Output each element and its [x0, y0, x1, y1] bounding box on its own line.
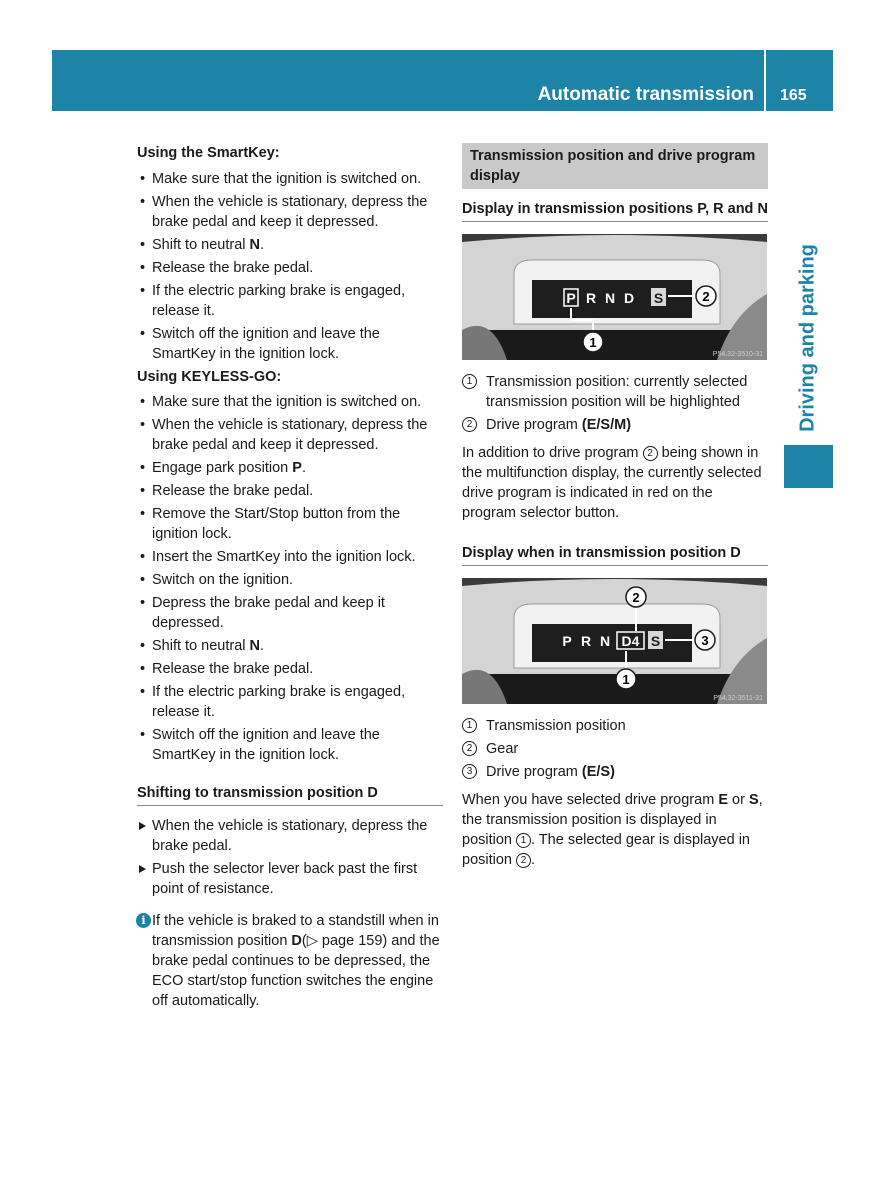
- right-column: [462, 143, 768, 874]
- legend-item: [462, 716, 768, 736]
- list-item: When the vehicle is stationary, depress the brake pedal.: [137, 816, 443, 856]
- gear-letter-n: N: [604, 290, 616, 306]
- smartkey-steps: [137, 169, 443, 364]
- legend-item: [462, 372, 768, 412]
- program-letter: S: [650, 633, 661, 649]
- legend-text: Drive program: [486, 417, 582, 433]
- callout-number: 2: [643, 446, 658, 461]
- callout-number: 1: [516, 833, 531, 848]
- gear-letter-n: N: [599, 633, 611, 649]
- figure-prnd-display: [462, 234, 767, 360]
- list-item: • When the vehicle is stationary, depress the brake pedal and keep it depressed.: [137, 192, 443, 232]
- program-letter: S: [653, 290, 664, 306]
- left-column: [137, 143, 443, 1011]
- list-item: • Release the brake pedal.: [137, 258, 443, 278]
- legend-text: Gear: [486, 741, 519, 757]
- legend-bold: (E/S): [581, 764, 615, 780]
- chapter-tab-marker: [784, 445, 833, 488]
- list-item: Push the selector lever back past the first point of resistance.: [137, 859, 443, 899]
- para-text: In addition to drive program: [462, 445, 643, 461]
- step-end: .: [260, 237, 265, 253]
- step-text: Engage park position: [152, 460, 293, 476]
- callout-2: 2: [632, 590, 640, 605]
- list-item: • If the electric parking brake is engaged, release it.: [137, 281, 443, 321]
- shifting-steps: [137, 816, 443, 899]
- header-divider: [764, 50, 766, 111]
- callout-number: 1: [462, 718, 477, 733]
- list-item: • Release the brake pedal.: [137, 659, 443, 679]
- list-item: • Release the brake pedal.: [137, 481, 443, 501]
- section1-title: Display in transmission positions P, R and N: [462, 199, 768, 222]
- list-item: • Depress the brake pedal and keep it depressed.: [137, 593, 443, 633]
- keyless-heading: Using KEYLESS-GO:: [137, 369, 282, 385]
- smartkey-heading: Using the SmartKey:: [137, 145, 280, 161]
- callout-number: 3: [462, 764, 477, 779]
- list-item: [137, 458, 443, 478]
- callout-1: 1: [589, 335, 597, 350]
- cluster-illustration-2: [462, 578, 767, 704]
- gear-letter-d: D: [623, 290, 635, 306]
- para-text: or: [727, 792, 749, 808]
- gear-letter-r: R: [580, 633, 592, 649]
- gear-letter-p: P: [562, 633, 572, 649]
- paragraph-1: [462, 443, 768, 523]
- list-item: [137, 235, 443, 255]
- gear-indicator: D4: [621, 633, 640, 649]
- callout-number: 2: [462, 417, 477, 432]
- figure-code: P54.32-3511-31: [713, 695, 763, 702]
- legend-item: [462, 739, 768, 759]
- neutral-letter: N: [249, 638, 261, 654]
- list-item: • Remove the Start/Stop button from the ignition lock.: [137, 504, 443, 544]
- paragraph-2: [462, 790, 768, 870]
- section2-title: Display when in transmission position D: [462, 543, 768, 566]
- para-text: When you have selected drive program: [462, 792, 719, 808]
- callout-number: 1: [462, 374, 477, 389]
- section-box-title: Transmission position and drive program display: [462, 143, 768, 189]
- para-text: , the transmission position is displayed in position: [462, 792, 763, 848]
- step-text: Shift to neutral: [152, 638, 250, 654]
- step-end: .: [260, 638, 265, 654]
- figure-d-display: [462, 578, 767, 704]
- callout-number: 2: [516, 853, 531, 868]
- para-text: . The selected gear is displayed in position: [462, 832, 750, 868]
- legend-text: Drive program: [486, 764, 582, 780]
- step-end: .: [301, 460, 306, 476]
- list-item: • If the electric parking brake is engaged, release it.: [137, 682, 443, 722]
- legend-bold: (E/S/M): [581, 417, 632, 433]
- park-letter: P: [292, 460, 302, 476]
- keyless-steps: [137, 392, 443, 765]
- neutral-letter: N: [249, 237, 261, 253]
- info-note: [137, 911, 443, 1011]
- program-e: E: [718, 792, 728, 808]
- info-text: If the vehicle is braked to a standstill when in transmission position: [152, 913, 439, 949]
- para-text: being shown in the multifunction display, the currently selected drive program is indicated in red on the program selector button.: [462, 445, 762, 521]
- figure-code: P54.32-3510-31: [712, 351, 763, 358]
- legend-item: [462, 415, 768, 435]
- gear-letter-r: R: [585, 290, 597, 306]
- list-item: • Switch off the ignition and leave the SmartKey in the ignition lock.: [137, 725, 443, 765]
- chapter-tab-label: Driving and parking: [796, 244, 819, 432]
- list-item: • Make sure that the ignition is switched on.: [137, 169, 443, 189]
- list-item: • Switch off the ignition and leave the SmartKey in the ignition lock.: [137, 324, 443, 364]
- callout-2: 2: [702, 289, 710, 304]
- legend-item: [462, 762, 768, 782]
- info-text-2: (▷ page 159) and the brake pedal continues to be depressed, the ECO start/stop function switches the engine off automatically.: [152, 933, 440, 1009]
- list-item: • Insert the SmartKey into the ignition lock.: [137, 547, 443, 567]
- page-title: Automatic transmission: [537, 84, 754, 105]
- list-item: • When the vehicle is stationary, depress the brake pedal and keep it depressed.: [137, 415, 443, 455]
- list-item: [137, 636, 443, 656]
- callout-3: 3: [701, 633, 709, 648]
- gear-letter-p: P: [566, 290, 576, 306]
- list-item: • Make sure that the ignition is switched on.: [137, 392, 443, 412]
- legend-text: Transmission position: [486, 718, 626, 734]
- program-s: S: [748, 792, 759, 808]
- callout-number: 2: [462, 741, 477, 756]
- shifting-heading: Shifting to transmission position D: [137, 783, 443, 806]
- callout-1: 1: [622, 672, 630, 687]
- legend-text: Transmission position: currently selected transmission position will be highlighted: [486, 374, 748, 410]
- cluster-illustration-1: [462, 234, 767, 360]
- list-item: • Switch on the ignition.: [137, 570, 443, 590]
- step-text: Shift to neutral: [152, 237, 250, 253]
- para-text: .: [531, 852, 536, 868]
- page-number: 165: [780, 87, 807, 104]
- info-icon: i: [136, 913, 151, 928]
- info-bold: D: [291, 933, 302, 949]
